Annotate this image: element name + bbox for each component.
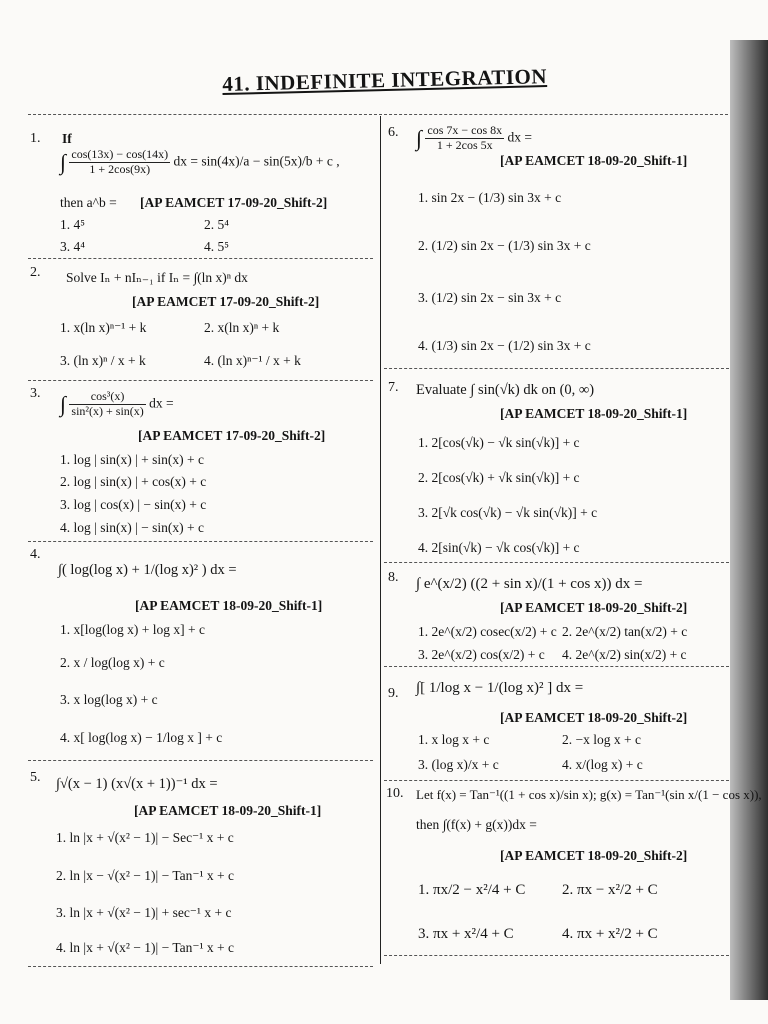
question-stem: Let f(x) = Tan⁻¹((1 + cos x)/sin x); g(x) = Tan⁻¹(sin x/(1 − cos x)), bbox=[416, 787, 762, 802]
exam-reference: [AP EAMCET 17-09-20_Shift-2] bbox=[132, 294, 320, 309]
option: 4. x/(log x) + c bbox=[562, 757, 643, 772]
option: 1. 2[cos(√k) − √k sin(√k)] + c bbox=[418, 435, 580, 450]
numerator: cos(13x) − cos(14x) bbox=[71, 147, 169, 161]
question-tail: then a^b = bbox=[60, 195, 117, 210]
option: 3. 4⁴ bbox=[60, 239, 85, 254]
question-stem: ∫√(x − 1) (x√(x + 1))⁻¹ dx = bbox=[56, 776, 218, 792]
question-stem: ∫ e^(x/2) ((2 + sin x)/(1 + cos x)) dx = bbox=[416, 576, 643, 592]
expression-rhs: dx = bbox=[507, 129, 533, 145]
option: 1. sin 2x − (1/3) sin 3x + c bbox=[418, 190, 562, 205]
option: 3. (log x)/x + c bbox=[418, 757, 499, 772]
option: 4. log | sin(x) | − sin(x) + c bbox=[60, 520, 204, 535]
question-expression: ∫ $\frac{\cos(13x) - \cos(14x)}{1 + 2\cos(9x)}$ dx = sin(4x)/a − sin(5x)/b + c , bbox=[60, 147, 340, 176]
question-stem: If bbox=[62, 131, 72, 146]
option: 1. log | sin(x) | + sin(x) + c bbox=[60, 452, 204, 467]
option: 3. log | cos(x) | − sin(x) + c bbox=[60, 497, 207, 512]
option: 1. x log x + c bbox=[418, 732, 490, 747]
option: 4. πx + x²/2 + C bbox=[562, 926, 658, 942]
divider bbox=[28, 966, 373, 967]
question-number: 4. bbox=[30, 547, 41, 562]
option: 3. (ln x)ⁿ / x + k bbox=[60, 353, 146, 368]
divider bbox=[28, 760, 373, 761]
question-stem: ∫( log(log x) + 1/(log x)² ) dx = bbox=[58, 562, 237, 578]
column-divider bbox=[380, 116, 381, 964]
option: 2. log | sin(x) | + cos(x) + c bbox=[60, 474, 207, 489]
option: 3. 2[√k cos(√k) − √k sin(√k)] + c bbox=[418, 505, 598, 520]
exam-reference: [AP EAMCET 18-09-20_Shift-1] bbox=[500, 406, 688, 421]
option: 2. 2e^(x/2) tan(x/2) + c bbox=[562, 624, 688, 639]
exam-reference: [AP EAMCET 18-09-20_Shift-2] bbox=[500, 600, 688, 615]
option: 1. x(ln x)ⁿ⁻¹ + k bbox=[60, 320, 147, 335]
option: 3. x log(log x) + c bbox=[60, 692, 158, 707]
option: 4. (ln x)ⁿ⁻¹ / x + k bbox=[204, 353, 301, 368]
divider bbox=[384, 562, 729, 563]
option: 4. 2e^(x/2) sin(x/2) + c bbox=[562, 647, 687, 662]
option: 3. (1/2) sin 2x − sin 3x + c bbox=[418, 290, 562, 305]
option: 3. ln |x + √(x² − 1)| + sec⁻¹ x + c bbox=[56, 905, 232, 920]
option: 2. 2[cos(√k) + √k sin(√k)] + c bbox=[418, 470, 580, 485]
option: 4. (1/3) sin 2x − (1/2) sin 3x + c bbox=[418, 338, 591, 353]
expression-rhs: dx = sin(4x)/a − sin(5x)/b + c , bbox=[173, 153, 340, 169]
option: 2. ln |x − √(x² − 1)| − Tan⁻¹ x + c bbox=[56, 868, 235, 883]
option: 2. −x log x + c bbox=[562, 732, 641, 747]
exam-reference: [AP EAMCET 17-09-20_Shift-2] bbox=[138, 428, 326, 443]
option: 2. (1/2) sin 2x − (1/3) sin 3x + c bbox=[418, 238, 591, 253]
expression-rhs: dx = bbox=[149, 395, 174, 411]
option: 2. πx − x²/2 + C bbox=[562, 882, 658, 898]
denominator: 1 + 2cos(9x) bbox=[89, 161, 151, 176]
numerator: cos³(x) bbox=[69, 390, 145, 405]
question-expression: ∫ $\frac{\text{cos³(x)}}{\text{sin²(x) + sin(x)}}$ dx = bbox=[60, 389, 174, 418]
question-number: 5. bbox=[30, 770, 41, 785]
divider bbox=[28, 114, 728, 115]
option: 3. 2e^(x/2) cos(x/2) + c bbox=[418, 647, 545, 662]
page-title: 41. INDEFINITE INTEGRATION bbox=[222, 64, 548, 96]
exam-reference: [AP EAMCET 18-09-20_Shift-1] bbox=[135, 598, 323, 613]
question-stem-continued: then ∫(f(x) + g(x))dx = bbox=[416, 817, 537, 832]
question-number: 1. bbox=[30, 131, 41, 146]
numerator: cos 7x − cos 8x bbox=[427, 123, 503, 137]
divider bbox=[384, 666, 729, 667]
exam-reference: [AP EAMCET 17-09-20_Shift-2] bbox=[140, 195, 328, 210]
option: 1. ln |x + √(x² − 1)| − Sec⁻¹ x + c bbox=[56, 830, 234, 845]
question-number: 10. bbox=[386, 786, 404, 801]
question-stem: Solve Iₙ + nIₙ₋₁ if Iₙ = ∫(ln x)ⁿ dx bbox=[66, 270, 248, 285]
option: 1. 2e^(x/2) cosec(x/2) + c bbox=[418, 624, 557, 639]
option: 1. x[log(log x) + log x] + c bbox=[60, 622, 205, 637]
option: 1. 4⁵ bbox=[60, 217, 85, 232]
option: 4. 5⁵ bbox=[204, 239, 229, 254]
option: 2. x / log(log x) + c bbox=[60, 655, 165, 670]
page-edge-shadow bbox=[730, 40, 768, 1000]
option: 2. 5⁴ bbox=[204, 217, 229, 232]
question-number: 7. bbox=[388, 380, 399, 395]
denominator: sin²(x) + sin(x) bbox=[71, 403, 144, 418]
divider bbox=[384, 780, 729, 781]
question-expression: ∫ $\frac{\cos 7x - \cos 8x}{1 + 2\cos 5x}$ dx = bbox=[416, 123, 533, 152]
exam-reference: [AP EAMCET 18-09-20_Shift-1] bbox=[134, 803, 322, 818]
question-number: 3. bbox=[30, 386, 41, 401]
divider bbox=[384, 368, 729, 369]
denominator: 1 + 2cos 5x bbox=[436, 137, 493, 152]
divider bbox=[28, 541, 373, 542]
question-number: 8. bbox=[388, 570, 399, 585]
option: 4. x[ log(log x) − 1/log x ] + c bbox=[60, 730, 223, 745]
option: 4. ln |x + √(x² − 1)| − Tan⁻¹ x + c bbox=[56, 940, 235, 955]
option: 3. πx + x²/4 + C bbox=[418, 926, 514, 942]
option: 1. πx/2 − x²/4 + C bbox=[418, 882, 526, 898]
divider bbox=[28, 258, 373, 259]
question-number: 9. bbox=[388, 686, 399, 701]
divider bbox=[384, 955, 729, 956]
option: 2. x(ln x)ⁿ + k bbox=[204, 320, 280, 335]
question-stem: Evaluate ∫ sin(√k) dk on (0, ∞) bbox=[416, 382, 595, 398]
exam-reference: [AP EAMCET 18-09-20_Shift-2] bbox=[500, 848, 688, 863]
question-number: 2. bbox=[30, 265, 41, 280]
question-stem: ∫[ 1/log x − 1/(log x)² ] dx = bbox=[416, 680, 584, 696]
divider bbox=[28, 380, 373, 381]
option: 4. 2[sin(√k) − √k cos(√k)] + c bbox=[418, 540, 580, 555]
exam-reference: [AP EAMCET 18-09-20_Shift-2] bbox=[500, 710, 688, 725]
question-number: 6. bbox=[388, 125, 399, 140]
exam-reference: [AP EAMCET 18-09-20_Shift-1] bbox=[500, 153, 688, 168]
